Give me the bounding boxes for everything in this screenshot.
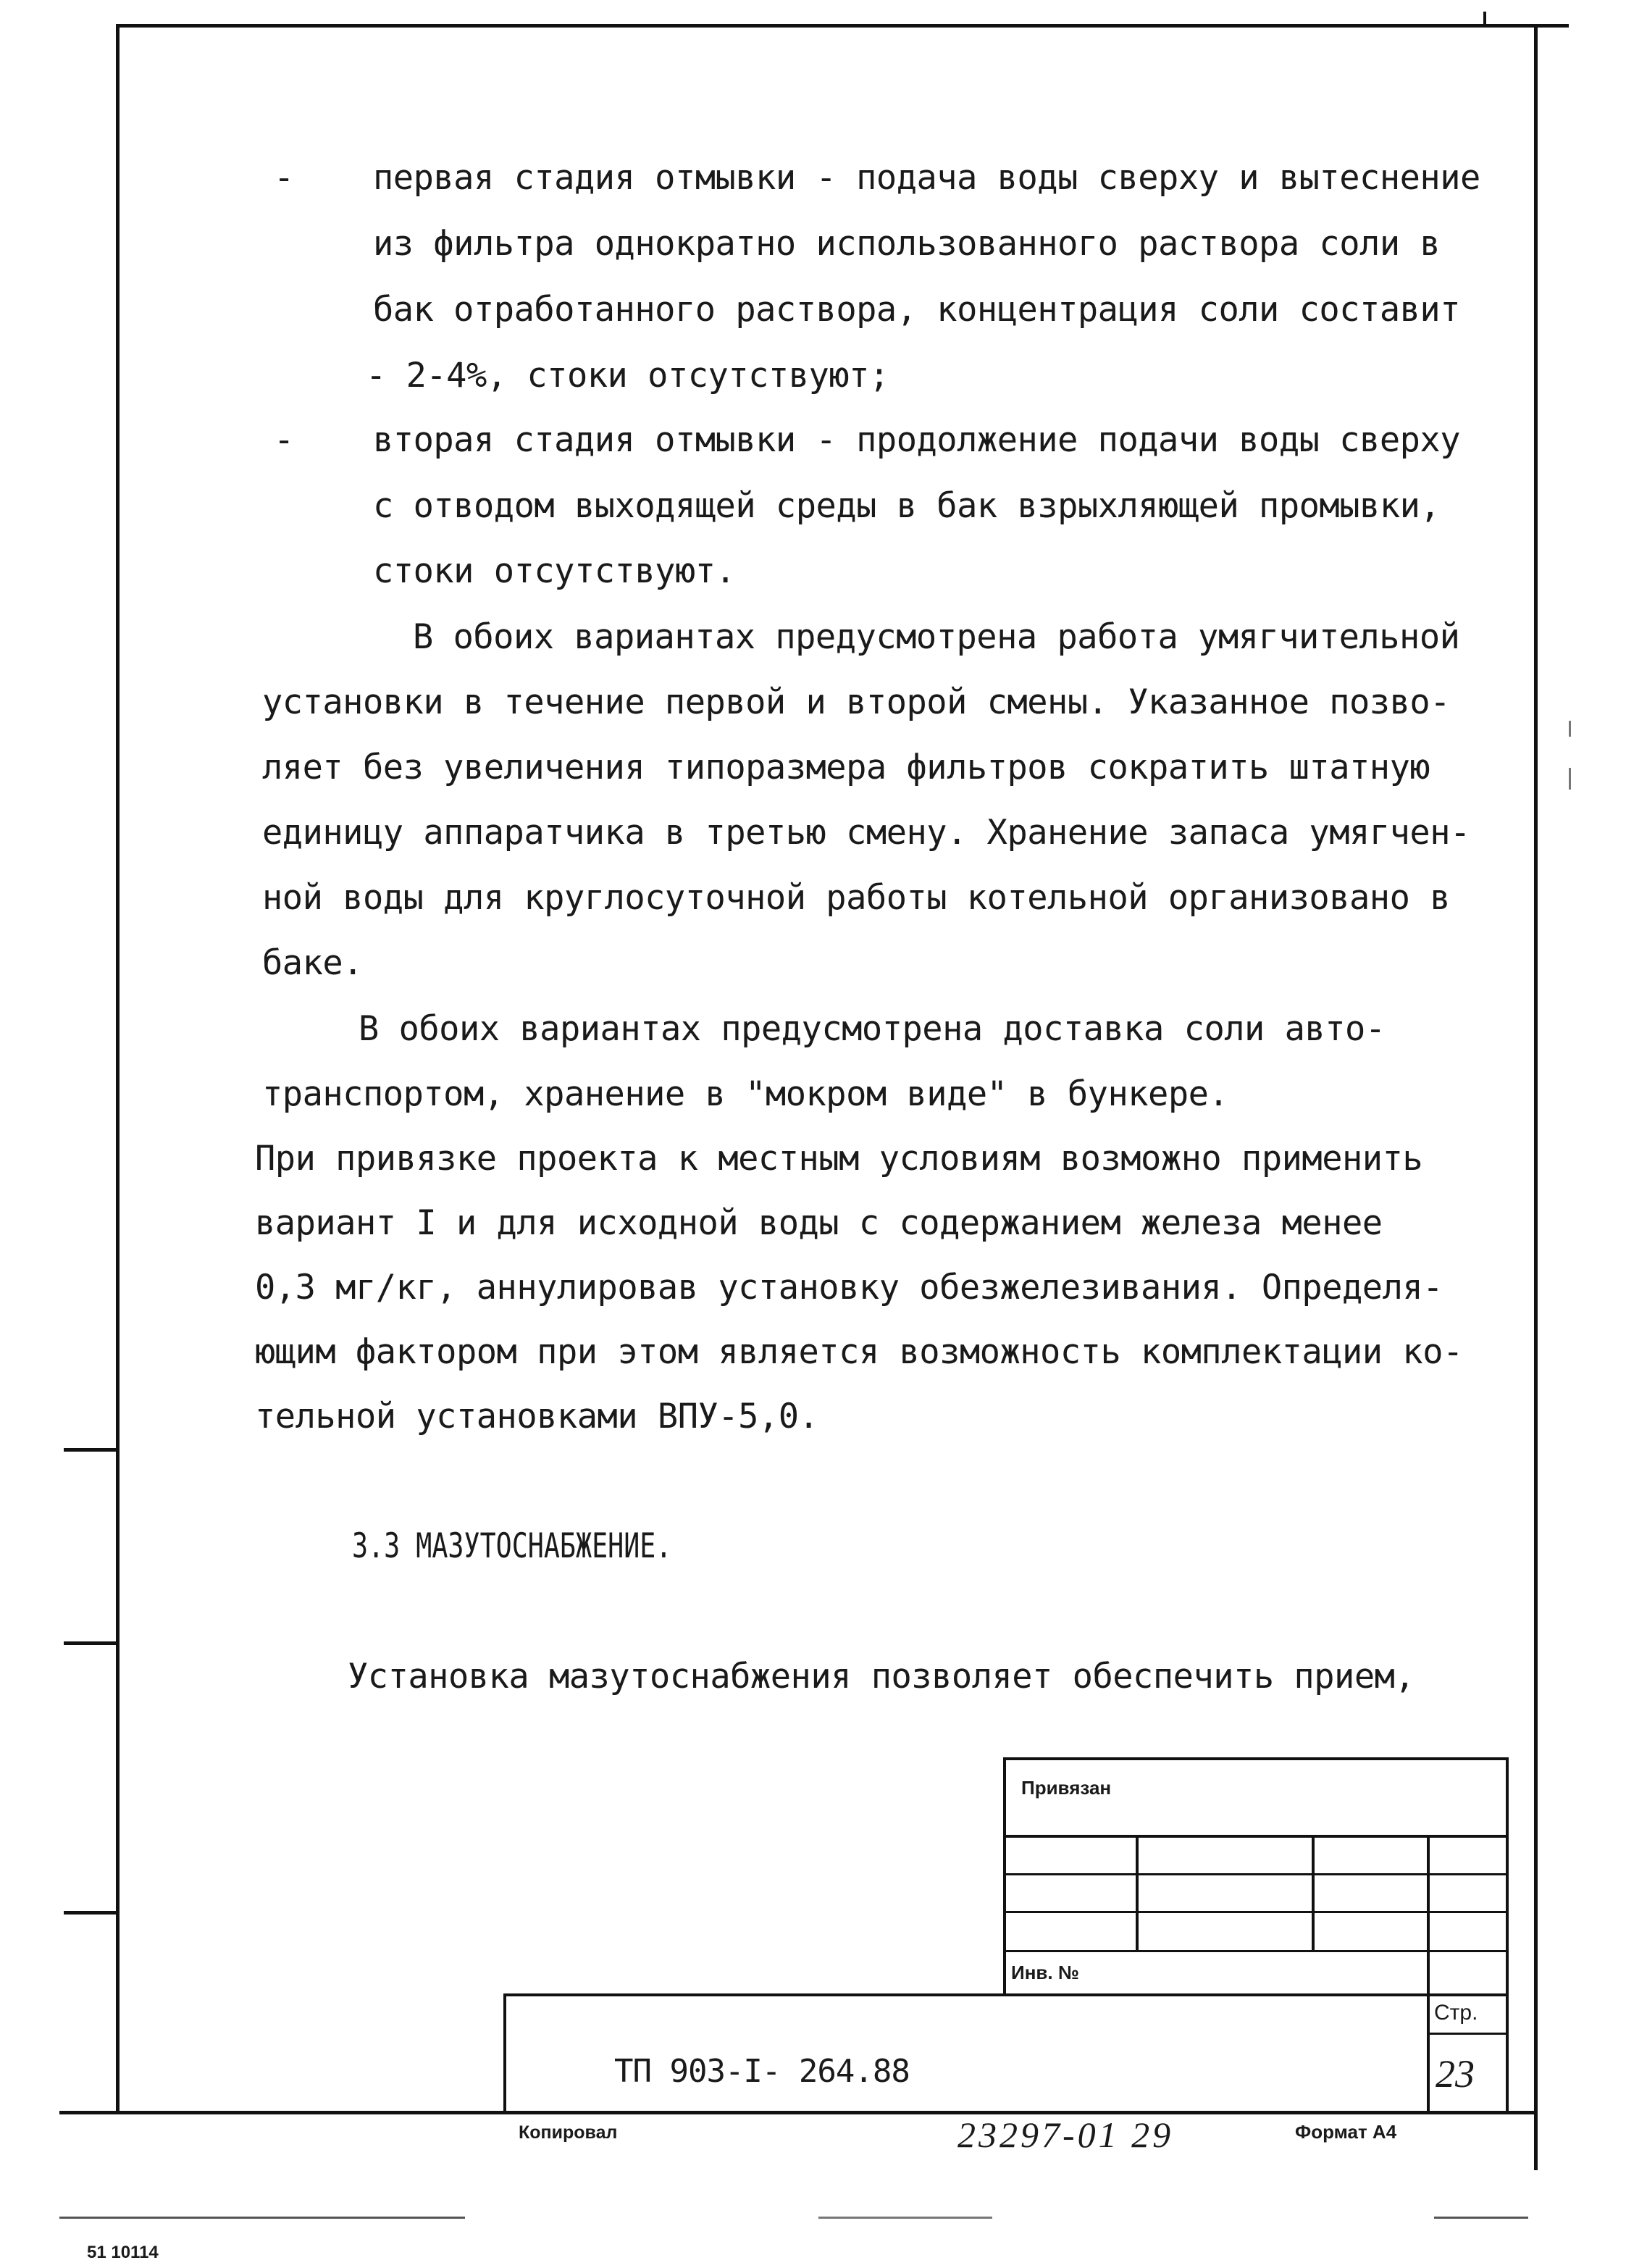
para-2-line-7: тельной установками ВПУ-5,0.	[255, 1397, 819, 1436]
para-2-line-3: При привязке проекта к местным условиям возможно применить	[255, 1139, 1423, 1179]
section-heading: 3.3 МАЗУТОСНАБЖЕНИЕ.	[352, 1526, 672, 1566]
sheet-label: Стр.	[1434, 2001, 1478, 2025]
document-code: ТП 903-I- 264.88	[614, 2053, 910, 2090]
inv-label: Инв. №	[1011, 1962, 1079, 1983]
para-1-line-1: В обоих вариантах предусмотрена работа умягчительной	[413, 617, 1460, 657]
stamp-col-line-2	[1312, 1835, 1315, 1952]
format-label: Формат А4	[1295, 2121, 1397, 2143]
frame-top-tick	[1483, 12, 1486, 26]
margin-tick-3	[64, 1911, 119, 1915]
para-1-line-2: установки в течение первой и второй смены. Указанное позво-	[262, 682, 1450, 722]
footer-rule-mid	[818, 2217, 992, 2219]
frame-right-line	[1534, 26, 1538, 2170]
para-2-line-4: вариант I и для исходной воды с содержанием железа менее	[255, 1203, 1383, 1243]
para-1-line-5: ной воды для круглосуточной работы котельной организовано в	[262, 878, 1450, 918]
list-item-2-line-2: с отводом выходящей среды в бак взрыхляющей промывки,	[373, 486, 1441, 526]
list-item-1-line-2: из фильтра однократно использованного раствора соли в	[373, 224, 1441, 264]
stamp-row-line-1	[1003, 1835, 1508, 1838]
copied-label: Копировал	[519, 2122, 618, 2143]
para-1-line-6: баке.	[262, 943, 363, 983]
stamp-left-line	[1003, 1757, 1006, 1996]
footer-rule-right	[1434, 2217, 1528, 2219]
para-2-line-5: 0,3 мг/кг, аннулировав установку обезжелезивания. Определя-	[255, 1268, 1443, 1307]
stamp-row-line-3	[1003, 1911, 1508, 1913]
frame-top-line	[116, 24, 1569, 28]
handwritten-number: 23297-01 29	[957, 2114, 1174, 2155]
para-1-line-4: единицу аппаратчика в третью смену. Хранение запаса умягчен-	[262, 813, 1470, 853]
para-2-line-6: ющим фактором при этом является возможность комплектации ко-	[255, 1332, 1463, 1372]
right-margin-mark-1	[1569, 721, 1571, 737]
form-code: 51 10114	[87, 2243, 159, 2262]
footer-rule-left	[59, 2217, 465, 2219]
title-strip-top-line	[503, 1993, 1508, 1996]
frame-left-line	[116, 24, 120, 2114]
frame-bottom-line	[59, 2111, 1537, 2114]
para-1-line-3: ляет без увеличения типоразмера фильтров сократить штатную	[262, 748, 1430, 787]
title-strip-left-line	[503, 1993, 506, 2113]
stamp-col-line-1	[1136, 1835, 1139, 1952]
right-margin-mark-2	[1569, 768, 1571, 790]
margin-tick-1	[64, 1448, 119, 1452]
stamp-top-line	[1003, 1757, 1508, 1760]
stamp-row-line-4	[1003, 1950, 1508, 1952]
list-bullet-2: -	[274, 420, 295, 460]
bound-label: Привязан	[1021, 1777, 1112, 1799]
list-item-1-line-4: - 2-4%, стоки отсутствуют;	[366, 356, 889, 396]
list-item-1-line-3: бак отработанного раствора, концентрация соли составит	[373, 290, 1461, 330]
margin-tick-2	[64, 1641, 119, 1645]
stamp-right-line	[1506, 1757, 1509, 2112]
list-item-2-line-3: стоки отсутствуют.	[373, 551, 736, 591]
list-item-2-line-1: вторая стадия отмывки - продолжение подачи воды сверху	[373, 420, 1461, 460]
list-bullet-1: -	[274, 158, 295, 198]
list-item-1-line-1: первая стадия отмывки - подача воды сверху и вытеснение	[373, 158, 1480, 198]
para-3-line-1: Установка мазутоснабжения позволяет обеспечить прием,	[348, 1657, 1415, 1696]
sheet-number: 23	[1436, 2052, 1475, 2096]
para-2-line-2: транспортом, хранение в "мокром виде" в бункере.	[262, 1074, 1229, 1114]
sheet-label-divider	[1427, 2033, 1508, 2035]
stamp-row-line-2	[1003, 1873, 1508, 1875]
stamp-col-line-3	[1427, 1835, 1430, 2112]
para-2-line-1: В обоих вариантах предусмотрена доставка соли авто-	[359, 1009, 1386, 1049]
